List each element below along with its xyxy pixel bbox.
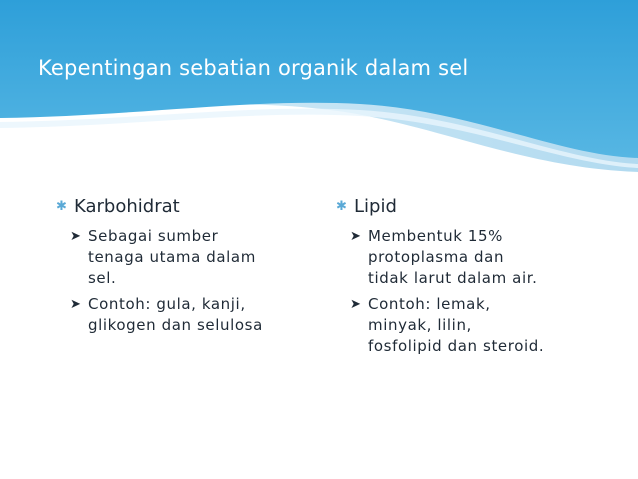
bullet-text: Sebagai sumber tenaga utama dalam sel. bbox=[88, 227, 256, 287]
column-heading bbox=[56, 194, 316, 218]
column-heading-text: Lipid bbox=[354, 195, 397, 217]
header-wave-graphic bbox=[0, 0, 638, 190]
asterisk-icon: ✱ bbox=[336, 198, 347, 214]
list-item bbox=[350, 226, 616, 289]
column-heading bbox=[336, 194, 616, 218]
list-item bbox=[350, 294, 616, 357]
header-banner bbox=[0, 0, 638, 190]
bullet-text: Contoh: gula, kanji, glikogen dan selulosa bbox=[88, 295, 263, 334]
arrow-right-icon: ➤ bbox=[350, 297, 361, 312]
arrow-right-icon: ➤ bbox=[70, 297, 81, 312]
arrow-right-icon: ➤ bbox=[70, 229, 81, 244]
column-heading-text: Karbohidrat bbox=[74, 195, 180, 217]
list-item bbox=[70, 294, 316, 336]
column-karbohidrat bbox=[56, 194, 316, 341]
bullet-text: Membentuk 15% protoplasma dan tidak larut dalam air. bbox=[368, 227, 538, 287]
bullet-text: Contoh: lemak, minyak, lilin, fosfolipid dan steroid. bbox=[368, 295, 545, 355]
column-lipid bbox=[336, 194, 616, 362]
list-item bbox=[70, 226, 316, 289]
bullet-list bbox=[70, 226, 316, 336]
asterisk-icon: ✱ bbox=[56, 198, 67, 214]
bullet-list bbox=[350, 226, 616, 357]
slide-title: Kepentingan sebatian organik dalam sel bbox=[38, 56, 469, 80]
arrow-right-icon: ➤ bbox=[350, 229, 361, 244]
